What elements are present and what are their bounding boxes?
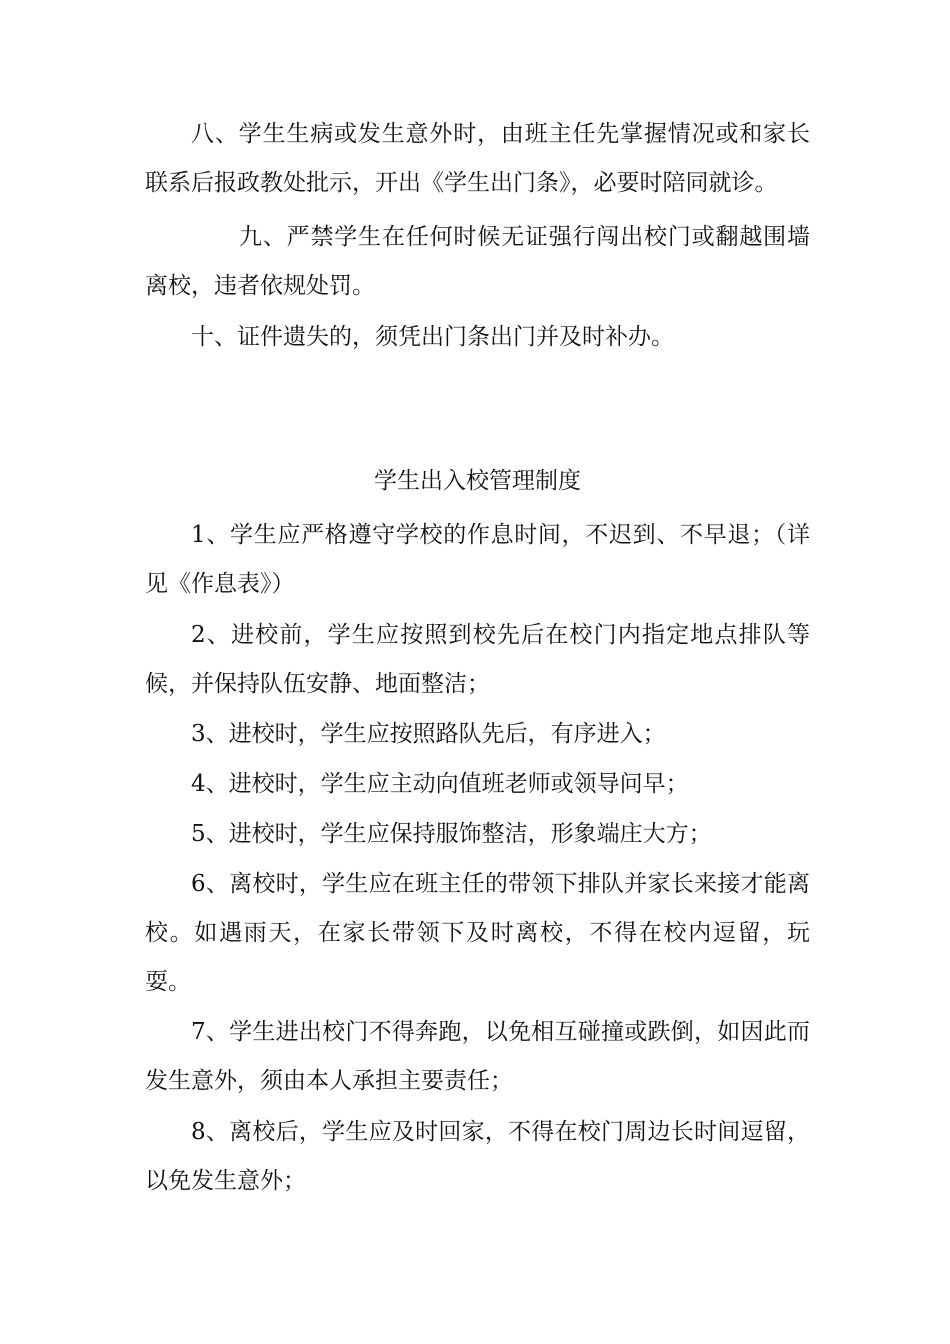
policy-item-1: 1、学生应严格遵守学校的作息时间，不迟到、不早退；（详见《作息表》） (145, 522, 810, 597)
policy-item-3: 3、进校时，学生应按照路队先后，有序进入； (191, 721, 666, 747)
rule-item-9: 九、严禁学生在任何时候无证强行闯出校门或翻越围墙离校，违者依规处罚。 (145, 224, 810, 299)
policy-item-8: 8、离校后，学生应及时回家，不得在校门周边长时间逗留，以免发生意外； (145, 1119, 810, 1194)
policy-item-6: 6、离校时，学生应在班主任的带领下排队并家长来接才能离校。如遇雨天，在家长带领下及时离校，不得在校内逗留，玩耍。 (145, 871, 810, 995)
rule-item-10: 十、证件遗失的，须凭出门条出门并及时补办。 (191, 324, 674, 350)
policy-item-2: 2、进校前，学生应按照到校先后在校门内指定地点排队等候，并保持队伍安静、地面整洁； (145, 622, 810, 697)
policy-item-4: 4、进校时，学生应主动向值班老师或领导问早； (191, 771, 689, 797)
rule-item-8: 八、学生生病或发生意外时，由班主任先掌握情况或和家长联系后报政教处批示，开出《学生出门条》，必要时陪同就诊。 (145, 121, 810, 196)
policy-item-5: 5、进校时，学生应保持服饰整洁，形象端庄大方； (191, 821, 712, 847)
policy-item-7: 7、学生进出校门不得奔跑，以免相互碰撞或跌倒，如因此而发生意外，须由本人承担主要责任； (145, 1019, 810, 1094)
section-title: 学生出入校管理制度 (374, 468, 581, 494)
